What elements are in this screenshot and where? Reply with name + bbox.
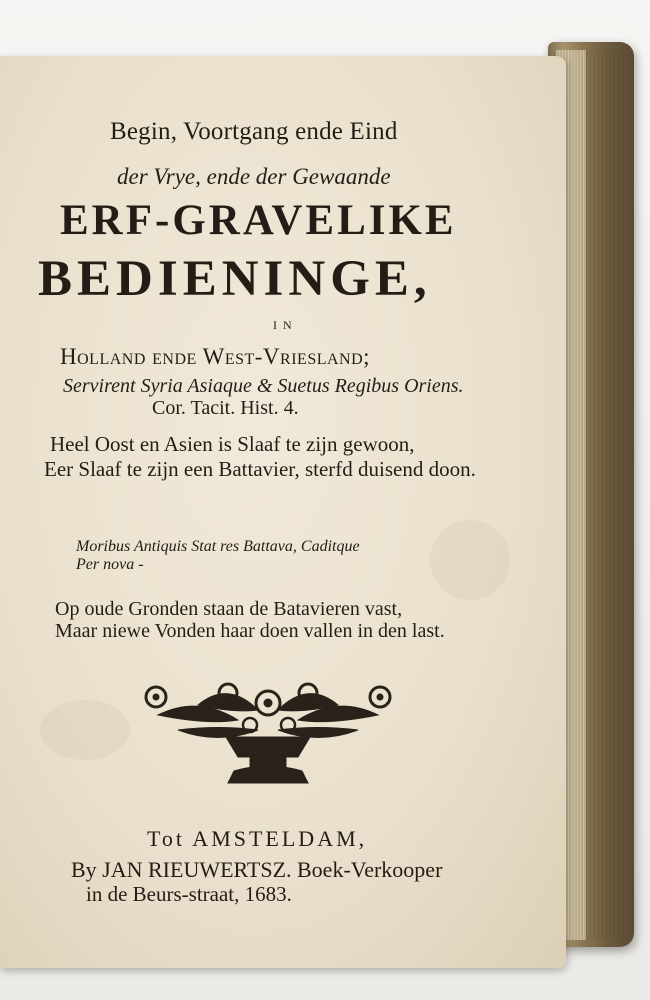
title-region: Holland ende West-Vriesland;	[60, 344, 371, 369]
imprint-address-date: in de Beurs-straat, 1683.	[86, 882, 292, 906]
verse-1: Heel Oost en Asien is Slaaf te zijn gewoon,	[50, 432, 415, 456]
title-main-2: BEDIENINGE,	[38, 251, 432, 307]
page-stain	[40, 700, 130, 760]
title-line-2: der Vrye, ende der Gewaande	[117, 164, 391, 189]
verse-2: Eer Slaaf te zijn een Battavier, sterfd duisend doon.	[44, 457, 476, 481]
latin-motto-2: Per nova -	[76, 556, 144, 573]
verse-3: Op oude Gronden staan de Batavieren vast,	[55, 598, 403, 620]
imprint-publisher: By JAN RIEUWERTSZ. Boek-Verkooper	[71, 857, 443, 882]
page-stain	[430, 520, 510, 600]
flower-basket-icon	[138, 675, 398, 795]
latin-quote: Servirent Syria Asiaque & Suetus Regibus Oriens.	[63, 375, 464, 397]
verse-4: Maar niewe Vonden haar doen vallen in den last.	[55, 620, 445, 642]
title-line-1: Begin, Voortgang ende Eind	[110, 118, 398, 145]
imprint-city: Tot AMSTELDAM,	[147, 826, 368, 851]
quote-source: Cor. Tacit. Hist. 4.	[152, 397, 299, 419]
title-in: IN	[273, 318, 298, 332]
title-main-1: ERF-GRAVELIKE	[60, 197, 457, 244]
latin-motto-1: Moribus Antiquis Stat res Battava, Caditque	[76, 538, 360, 555]
